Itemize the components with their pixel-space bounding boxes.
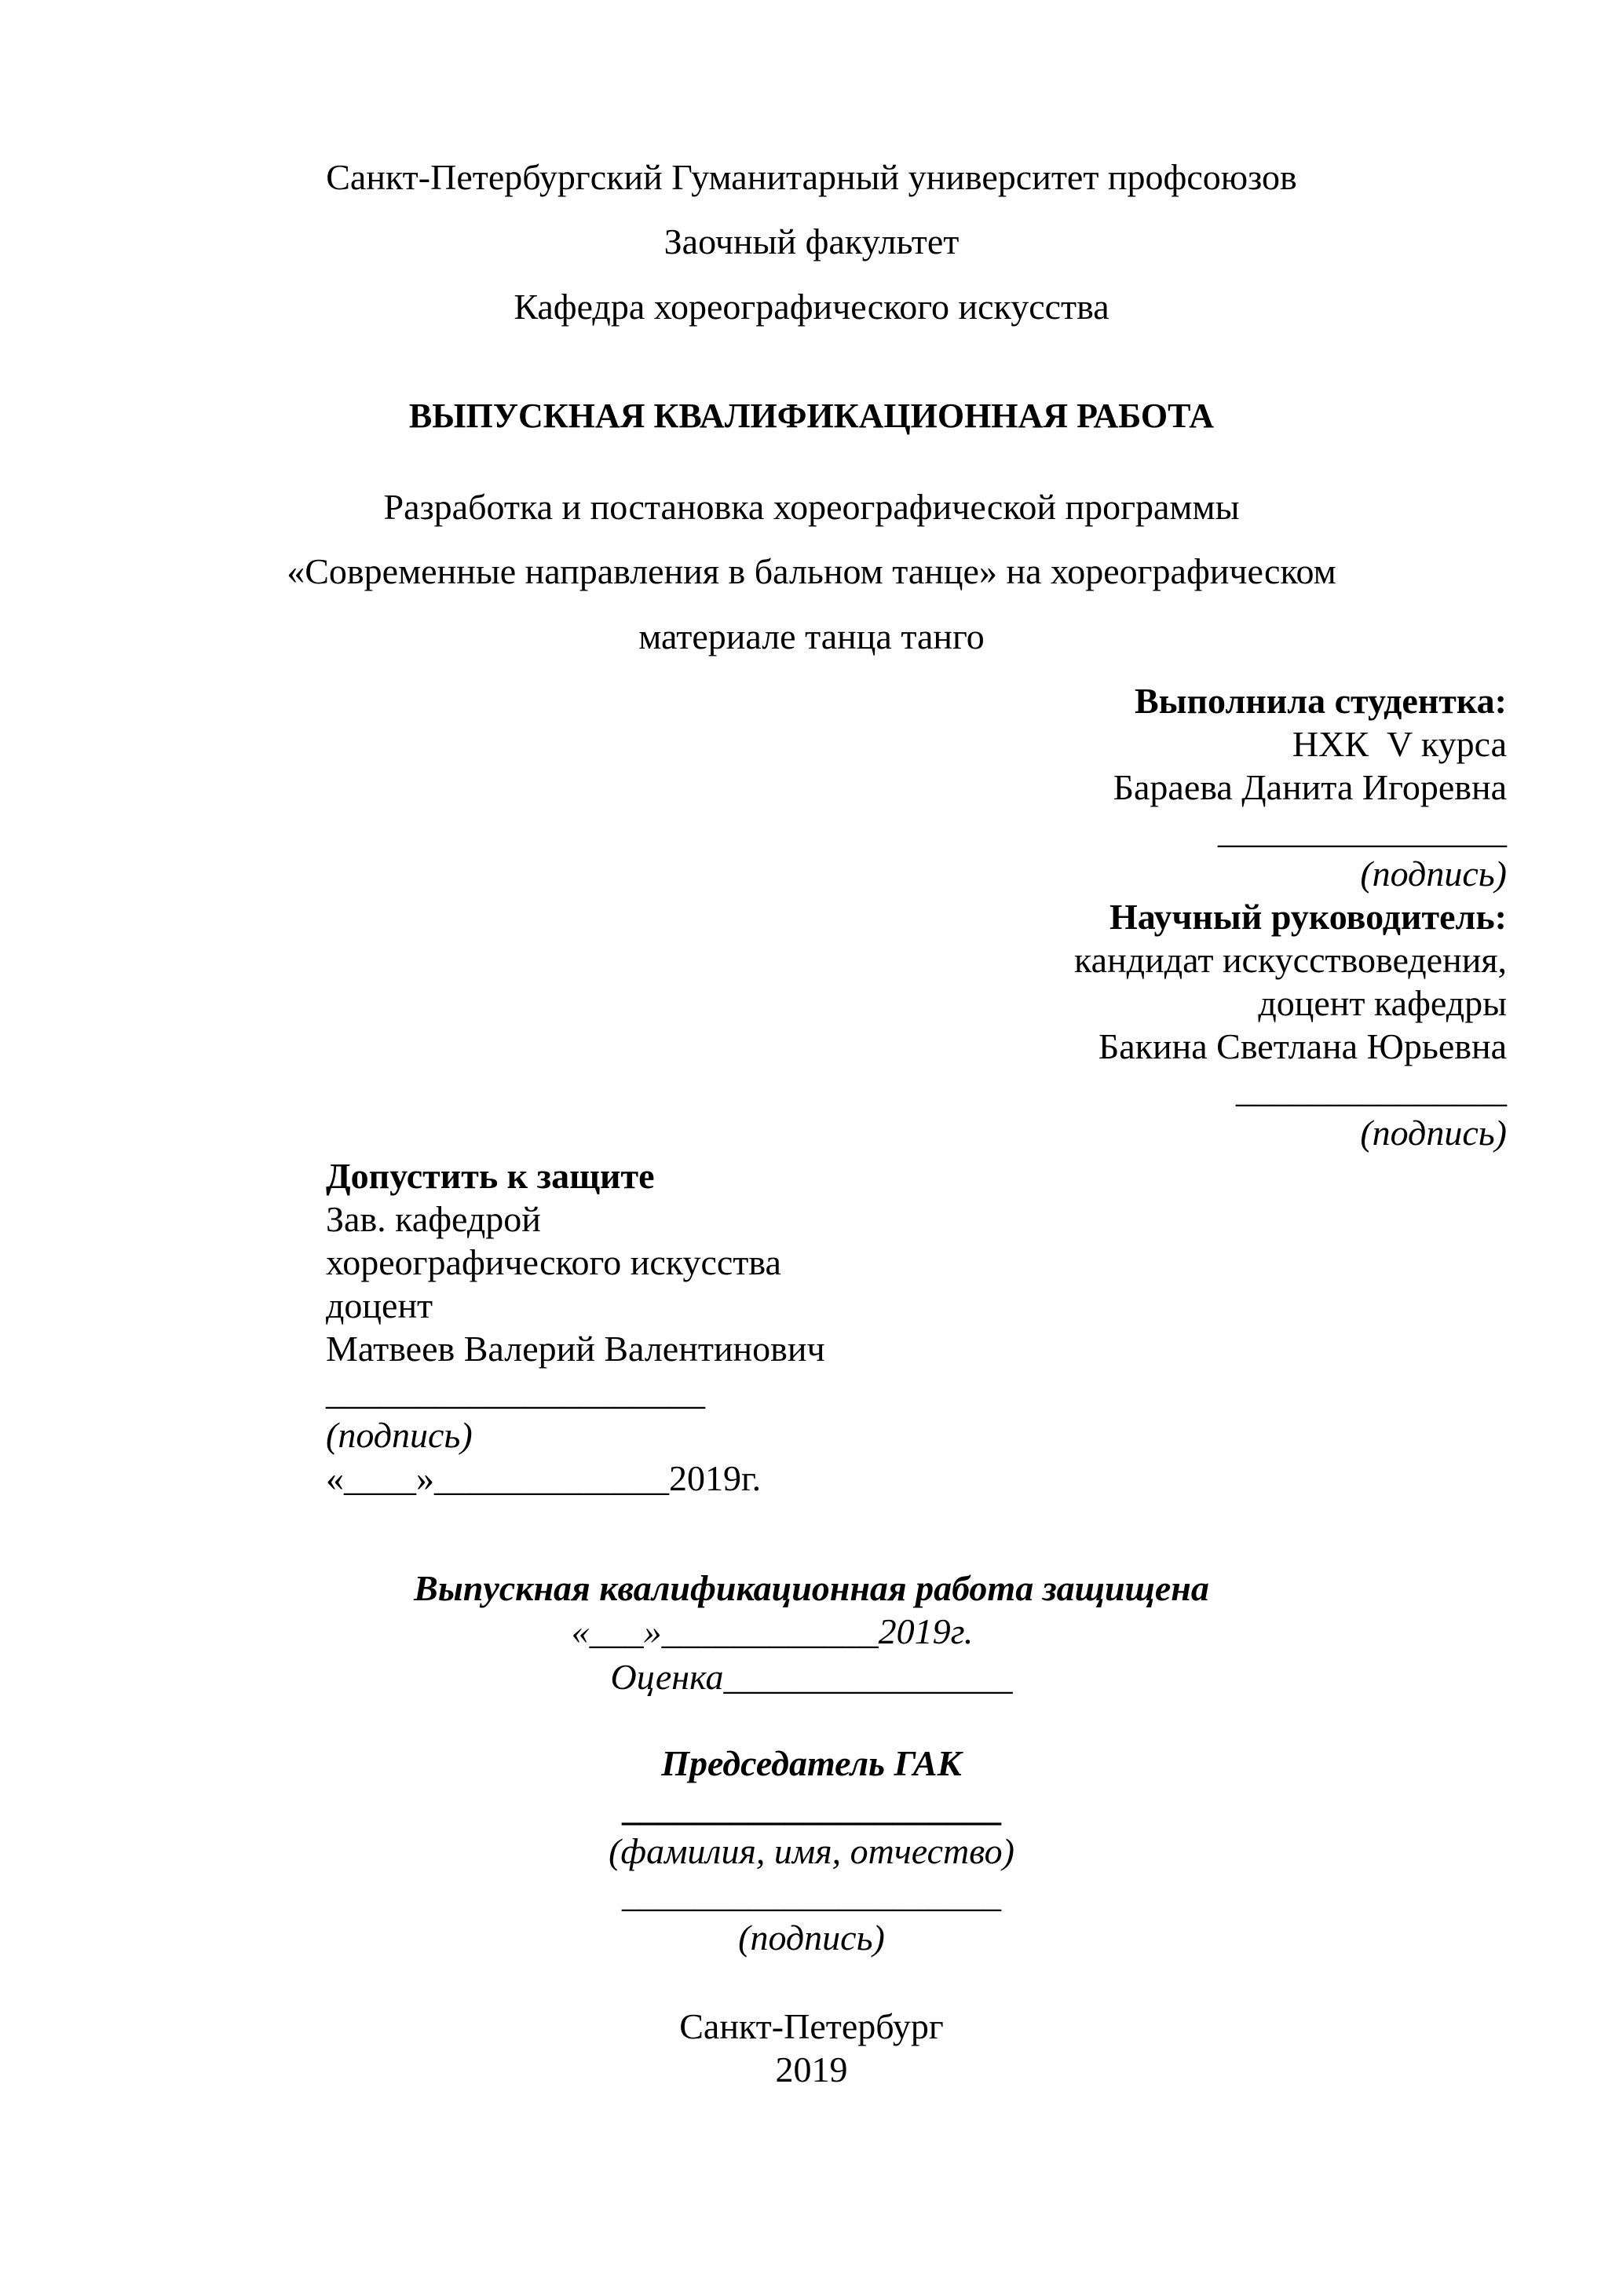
footer-city: Санкт-Петербург: [679, 2006, 944, 2046]
chairman-signature-line: _____________________: [622, 1874, 1001, 1914]
chairman-heading: Председатель ГАК: [661, 1743, 962, 1783]
admission-date: «____»_____________2019г.: [326, 1458, 762, 1498]
admission-signature-line: _____________________: [326, 1372, 705, 1412]
admission-heading: Допустить к защите: [326, 1156, 655, 1196]
university-name: Санкт-Петербургский Гуманитарный университет профсоюзов: [326, 157, 1297, 197]
admission-name: Матвеев Валерий Валентинович: [326, 1329, 825, 1369]
defense-date: «___»____________2019г.: [571, 1611, 974, 1651]
supervisor-signature-label: (подпись): [1360, 1113, 1507, 1153]
chairman-name-line: _____________________: [622, 1788, 1001, 1828]
topic-line-2: «Современные направления в бальном танце» на хореографическом: [287, 551, 1336, 591]
student-course: НХК V курса: [1292, 724, 1507, 764]
admission-role-line-2: хореографического искусства: [326, 1242, 781, 1282]
supervisor-degree: кандидат искусствоведения,: [1074, 940, 1507, 980]
chairman-signature-label: (подпись): [738, 1918, 885, 1958]
student-heading: Выполнила студентка:: [1134, 681, 1507, 721]
faculty-name: Заочный факультет: [663, 221, 960, 261]
department-name: Кафедра хореографического искусства: [514, 287, 1109, 327]
supervisor-signature-line: _______________: [1236, 1069, 1507, 1110]
chairman-name-label: (фамилия, имя, отчество): [609, 1831, 1014, 1871]
student-name: Бараева Данита Игоревна: [1113, 767, 1507, 807]
supervisor-heading: Научный руководитель:: [1109, 897, 1507, 937]
footer-year: 2019: [775, 2049, 848, 2089]
defense-heading: Выпускная квалификационная работа защищена: [414, 1568, 1209, 1608]
defense-grade: Оценка________________: [610, 1657, 1013, 1697]
student-signature-line: ________________: [1218, 810, 1507, 850]
admission-role-line-3: доцент: [326, 1285, 433, 1325]
student-signature-label: (подпись): [1360, 854, 1507, 894]
work-type-title: ВЫПУСКНАЯ КВАЛИФИКАЦИОННАЯ РАБОТА: [408, 397, 1215, 435]
topic-line-3: материале танца танго: [638, 616, 985, 656]
supervisor-position: доцент кафедры: [1258, 983, 1507, 1023]
admission-role-line-1: Зав. кафедрой: [326, 1199, 541, 1239]
topic-line-1: Разработка и постановка хореографической программы: [383, 487, 1240, 527]
admission-signature-label: (подпись): [326, 1415, 473, 1455]
supervisor-name: Бакина Светлана Юрьевна: [1098, 1026, 1507, 1066]
